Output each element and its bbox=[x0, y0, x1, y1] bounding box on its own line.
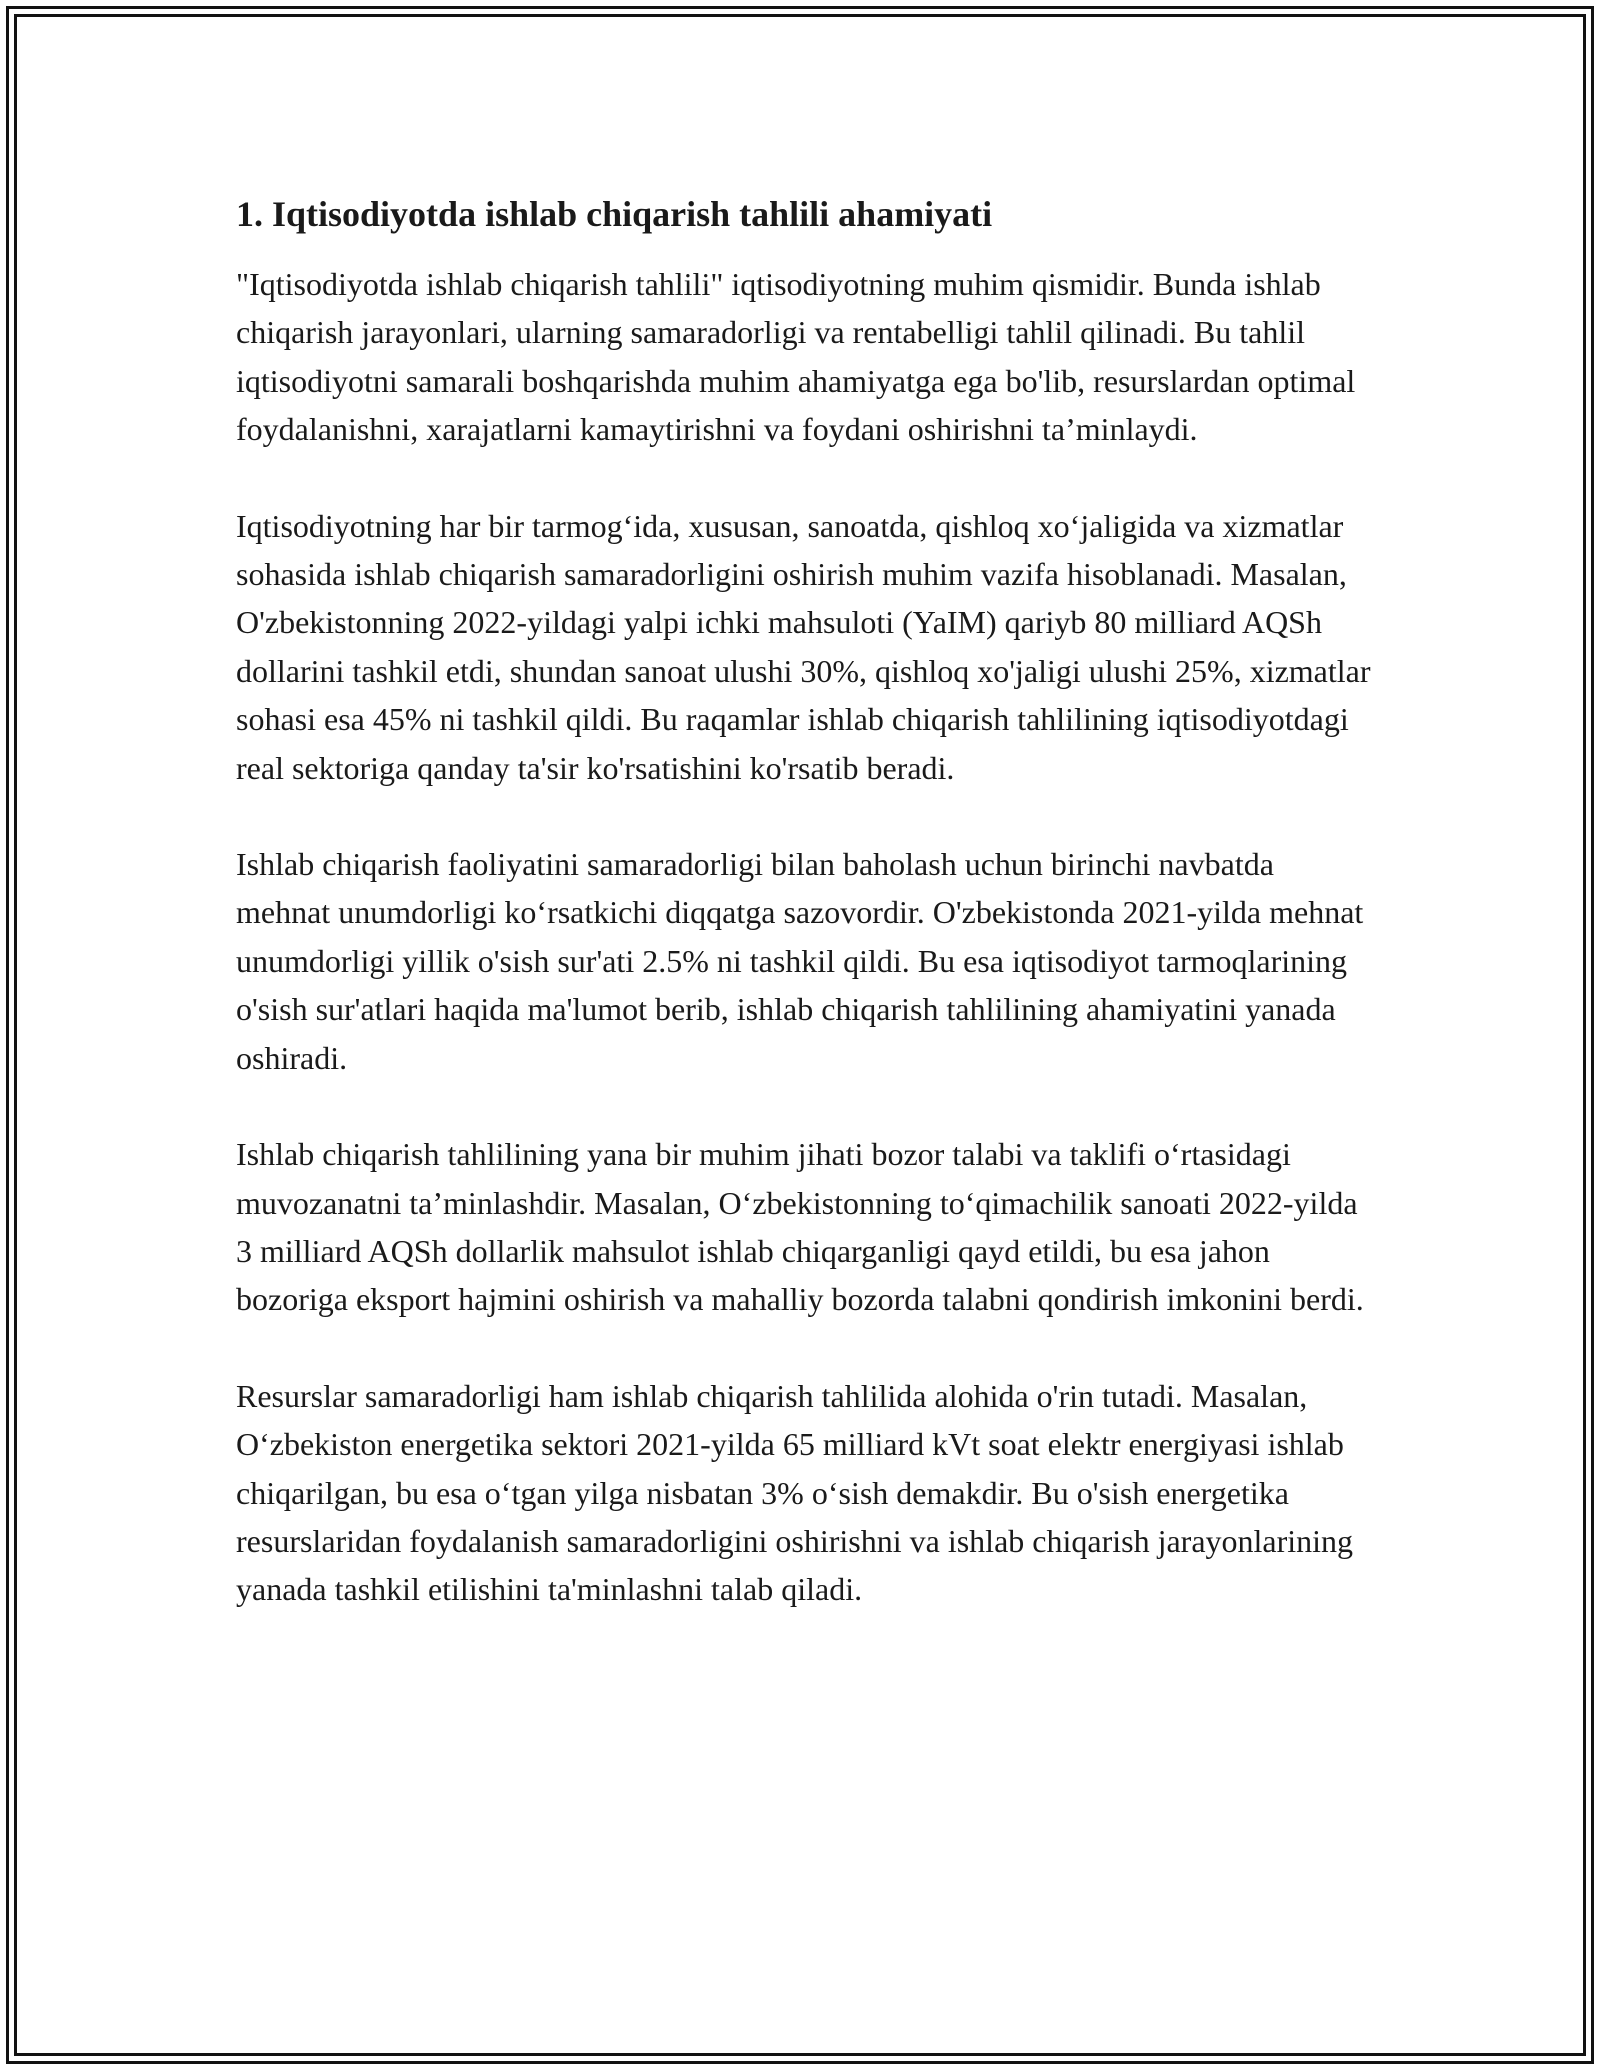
paragraph-1: "Iqtisodiyotda ishlab chiqarish tahlili" iqtisodiyotning muhim qismidir. Bunda ishlab chiqarish jarayonlari, ularning samaradorligi va rentabelligi tahlil qilinadi. Bu tahlil iqtisodiyotni samarali boshqarishda muhim ahamiyatga ega bo'lib, resurslardan optimal foydalanishni, xarajatlarni kamaytirishni va foydani oshirishni ta’minlaydi. bbox=[236, 266, 1356, 448]
paragraph-5: Resurslar samaradorligi ham ishlab chiqarish tahlilida alohida o'rin tutadi. Masalan, O‘zbekiston energetika sektori 2021-yilda 65 milliard kVt soat elektr energiyasi ishlab chiqarilgan, bu esa o‘tgan yilga nisbatan 3% o‘sish demakdir. Bu o'sish energetika resurslaridan foydalanish samaradorligini oshirishni va ishlab chiqarish jarayonlarining yanada tashkil etilishini ta'minlashni talab qiladi. bbox=[236, 1377, 1354, 1608]
paragraph-2: Iqtisodiyotning har bir tarmog‘ida, xususan, sanoatda, qishloq xo‘jaligida va xizmatlar sohasida ishlab chiqarish samaradorligini oshirish muhim vazifa hisoblanadi. Masalan, O'zbekistonning 2022-yildagi yalpi ichki mahsuloti (YaIM) qariyb 80 milliard AQSh dollarini tashkil etdi, shundan sanoat ulushi 30%, qishloq xo'jaligi ulushi 25%, xizmatlar sohasi esa 45% ni tashkil qildi. Bu raqamlar ishlab chiqarish tahlilining iqtisodiyotdagi real sektoriga qanday ta'sir ko'rsatishini ko'rsatib beradi. bbox=[236, 507, 1371, 786]
paragraph-4: Ishlab chiqarish tahlilining yana bir muhim jihati bozor talabi va taklifi o‘rtasidagi muvozanatni ta’minlashdir. Masalan, O‘zbekistonning to‘qimachilik sanoati 2022-yilda 3 milliard AQSh dollarlik mahsulot ishlab chiqarganligi qayd etildi, bu esa jahon bozoriga eksport hajmini oshirish va mahalliy bozorda talabni qondirish imkonini berdi. bbox=[236, 1136, 1364, 1318]
document-body bbox=[236, 190, 1376, 1662]
paragraph-3: Ishlab chiqarish faoliyatini samaradorligi bilan baholash uchun birinchi navbatda mehnat unumdorligi ko‘rsatkichi diqqatga sazovordir. O'zbekistonda 2021-yilda mehnat unumdorligi yillik o'sish sur'ati 2.5% ni tashkil qildi. Bu esa iqtisodiyot tarmoqlarining o'sish sur'atlari haqida ma'lumot berib, ishlab chiqarish tahlilining ahamiyatini yanada oshiradi. bbox=[236, 846, 1364, 1076]
section-heading: 1. Iqtisodiyotda ishlab chiqarish tahlili ahamiyati bbox=[236, 194, 993, 234]
